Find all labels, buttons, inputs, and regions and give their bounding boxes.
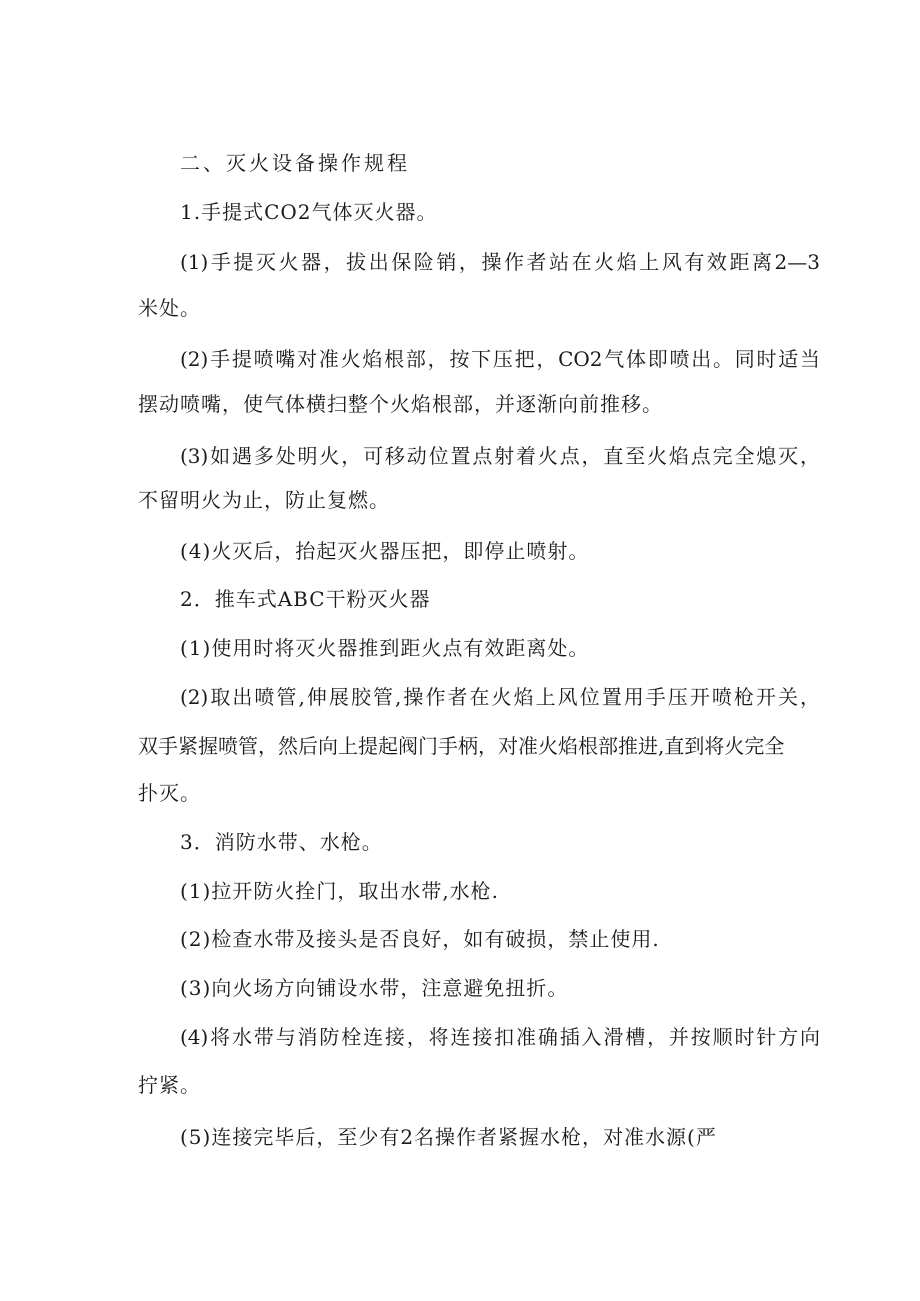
item2-step2-line1: (2)取出喷管,伸展胶管,操作者在火焰上风位置用手压开喷枪开关， [180,685,820,709]
item1-step2-line2: 摆动喷嘴，使气体横扫整个火焰根部，并逐渐向前推移。 [138,392,663,416]
item2-step2-line3: 扑灭。 [138,781,201,805]
item2-title: 2．推车式ABC干粉灭火器 [180,587,431,611]
item3-step4-line2: 拧紧。 [138,1073,201,1097]
item1-step3-line2: 不留明火为止，防止复燃。 [138,488,390,512]
item3-step1: (1)拉开防火拴门，取出水带,水枪. [180,879,500,903]
item3-step2: (2)检查水带及接头是否良好，如有破损，禁止使用. [180,927,660,951]
item1-title: 1.手提式CO2气体灭火器。 [180,200,438,224]
item3-step4-line1: (4)将水带与消防栓连接，将连接扣准确插入滑槽，并按顺时针方向 [180,1025,820,1049]
item1-step1-line2: 米处。 [138,296,201,320]
item1-step3-line1: (3)如遇多处明火，可移动位置点射着火点，直至火焰点完全熄灭， [180,444,820,468]
item1-step4: (4)火灭后，抬起灭火器压把，即停止喷射。 [180,539,590,563]
item3-step3: (3)向火场方向铺设水带，注意避免扭折。 [180,976,569,1000]
item2-step2-line2: 双手紧握喷管，然后向上提起阀门手柄，对准火焰根部推进,直到将火完全 [138,734,785,758]
item1-step2-line1: (2)手提喷嘴对准火焰根部，按下压把，CO2气体即喷出。同时适当 [180,347,820,371]
item2-step1: (1)使用时将灭火器推到距火点有效距离处。 [180,636,590,660]
item3-title: 3．消防水带、水枪。 [180,830,383,854]
item3-step5: (5)连接完毕后，至少有2名操作者紧握水枪，对准水源(严 [180,1125,717,1149]
item1-step1-line1: (1)手提灭火器，拔出保险销，操作者站在火焰上风有效距离2—3 [180,250,820,274]
section-title: 二、灭火设备操作规程 [180,151,410,175]
